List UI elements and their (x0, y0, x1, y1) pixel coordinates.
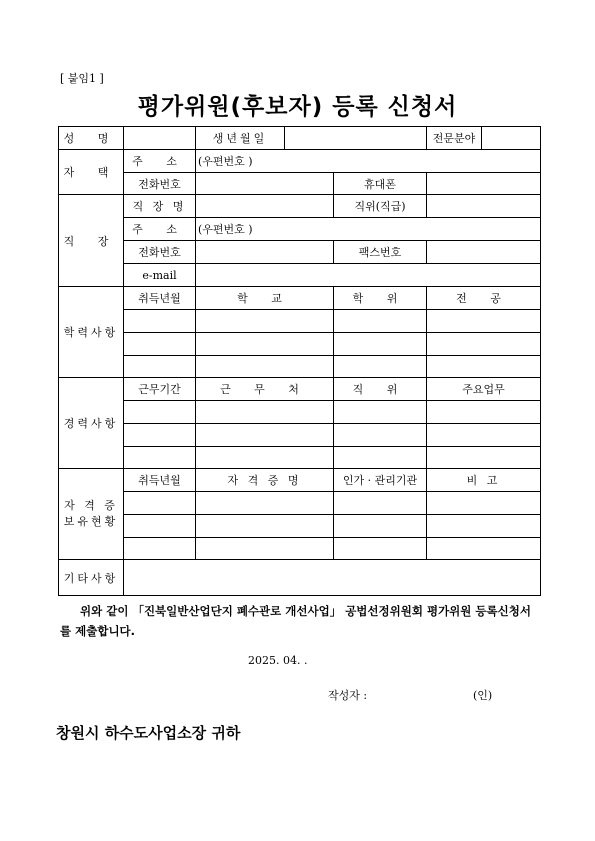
form-title: 평가위원(후보자) 등록 신청서 (137, 94, 458, 120)
education-cell[interactable] (123, 355, 196, 378)
author-label: 작성자 : (328, 689, 368, 702)
career-cell[interactable] (123, 446, 196, 469)
certification-cell[interactable] (195, 537, 334, 560)
education-cell[interactable] (123, 309, 196, 333)
certification-cell[interactable] (123, 491, 196, 515)
certification-cell[interactable] (426, 514, 541, 538)
certification-label-line1: 자 격 증 (64, 499, 118, 512)
certification-cell[interactable] (195, 491, 334, 515)
certification-cell[interactable] (123, 514, 196, 538)
certification-cell[interactable] (426, 537, 541, 560)
education-cell[interactable] (333, 309, 427, 333)
career-cell[interactable] (195, 400, 334, 424)
specialty-field[interactable] (481, 126, 541, 150)
email-label: e-mail (123, 263, 196, 287)
career-cell[interactable] (333, 446, 427, 469)
career-cell[interactable] (333, 423, 427, 447)
certification-cell[interactable] (426, 491, 541, 515)
fax-label: 팩스번호 (333, 240, 427, 264)
certification-cell[interactable] (333, 491, 427, 515)
education-cell[interactable] (333, 332, 427, 356)
specialty-label: 전문분야 (426, 126, 482, 150)
career-cell[interactable] (426, 423, 541, 447)
birth-date-label: 생년월일 (195, 126, 285, 150)
education-header-major: 전 공 (426, 286, 541, 310)
email-field[interactable] (195, 263, 541, 287)
education-cell[interactable] (195, 332, 334, 356)
education-cell[interactable] (195, 355, 334, 378)
birth-date-field[interactable] (284, 126, 427, 150)
home-address-label: 주 소 (123, 149, 196, 173)
career-header-duties: 주요업무 (426, 377, 541, 401)
other-label: 기타사항 (58, 559, 124, 596)
education-cell[interactable] (123, 332, 196, 356)
certification-header-remarks: 비 고 (426, 468, 541, 492)
declaration-text: 위와 같이 「진북일반산업단지 폐수관로 개선사업」 공법선정위원회 평가위원 등록신청서를 제출합니다. (60, 604, 531, 638)
education-cell[interactable] (195, 309, 334, 333)
career-cell[interactable] (123, 400, 196, 424)
mobile-field[interactable] (426, 172, 541, 195)
name-label: 성 명 (58, 126, 124, 150)
certification-header-authority: 인가 · 관리기관 (333, 468, 427, 492)
submission-date: 2025. 04. . (248, 654, 308, 667)
career-cell[interactable] (426, 400, 541, 424)
position-label: 직위(직급) (333, 194, 427, 218)
work-address-label: 주 소 (123, 217, 196, 241)
workplace-section-label: 직 장 (58, 194, 124, 287)
work-phone-label: 전화번호 (123, 240, 196, 264)
education-header-date: 취득년월 (123, 286, 196, 310)
work-phone-field[interactable] (195, 240, 334, 264)
registration-form-table (58, 126, 541, 596)
education-header-school: 학 교 (195, 286, 334, 310)
certification-header-name: 자 격 증 명 (195, 468, 334, 492)
education-cell[interactable] (426, 355, 541, 378)
career-cell[interactable] (426, 446, 541, 469)
education-section-label: 학력사항 (58, 286, 124, 378)
certification-label-line2: 보유현황 (63, 515, 119, 528)
other-field[interactable] (123, 559, 541, 596)
certification-section-label (58, 468, 124, 560)
mobile-label: 휴대폰 (333, 172, 427, 195)
certification-cell[interactable] (123, 537, 196, 560)
seal-mark: (인) (473, 689, 493, 702)
education-header-degree: 학 위 (333, 286, 427, 310)
fax-field[interactable] (426, 240, 541, 264)
recipient: 창원시 하수도사업소장 귀하 (56, 724, 241, 742)
career-cell[interactable] (333, 400, 427, 424)
home-phone-field[interactable] (195, 172, 334, 195)
career-section-label: 경력사항 (58, 377, 124, 469)
certification-cell[interactable] (195, 514, 334, 538)
education-cell[interactable] (426, 309, 541, 333)
career-header-workplace: 근 무 처 (195, 377, 334, 401)
home-section-label: 자 택 (58, 149, 124, 195)
position-field[interactable] (426, 194, 541, 218)
education-cell[interactable] (333, 355, 427, 378)
home-address-field[interactable]: (우편번호 ) (195, 149, 541, 173)
attachment-label: [ 붙임1 ] (60, 72, 104, 85)
work-address-field[interactable]: (우편번호 ) (195, 217, 541, 241)
career-cell[interactable] (195, 423, 334, 447)
home-phone-label: 전화번호 (123, 172, 196, 195)
certification-header-date: 취득년월 (123, 468, 196, 492)
career-cell[interactable] (123, 423, 196, 447)
career-header-period: 근무기간 (123, 377, 196, 401)
career-header-position: 직 위 (333, 377, 427, 401)
name-field[interactable] (123, 126, 196, 150)
education-cell[interactable] (426, 332, 541, 356)
certification-cell[interactable] (333, 514, 427, 538)
company-name-field[interactable] (195, 194, 334, 218)
company-name-label: 직 장 명 (123, 194, 196, 218)
certification-cell[interactable] (333, 537, 427, 560)
career-cell[interactable] (195, 446, 334, 469)
